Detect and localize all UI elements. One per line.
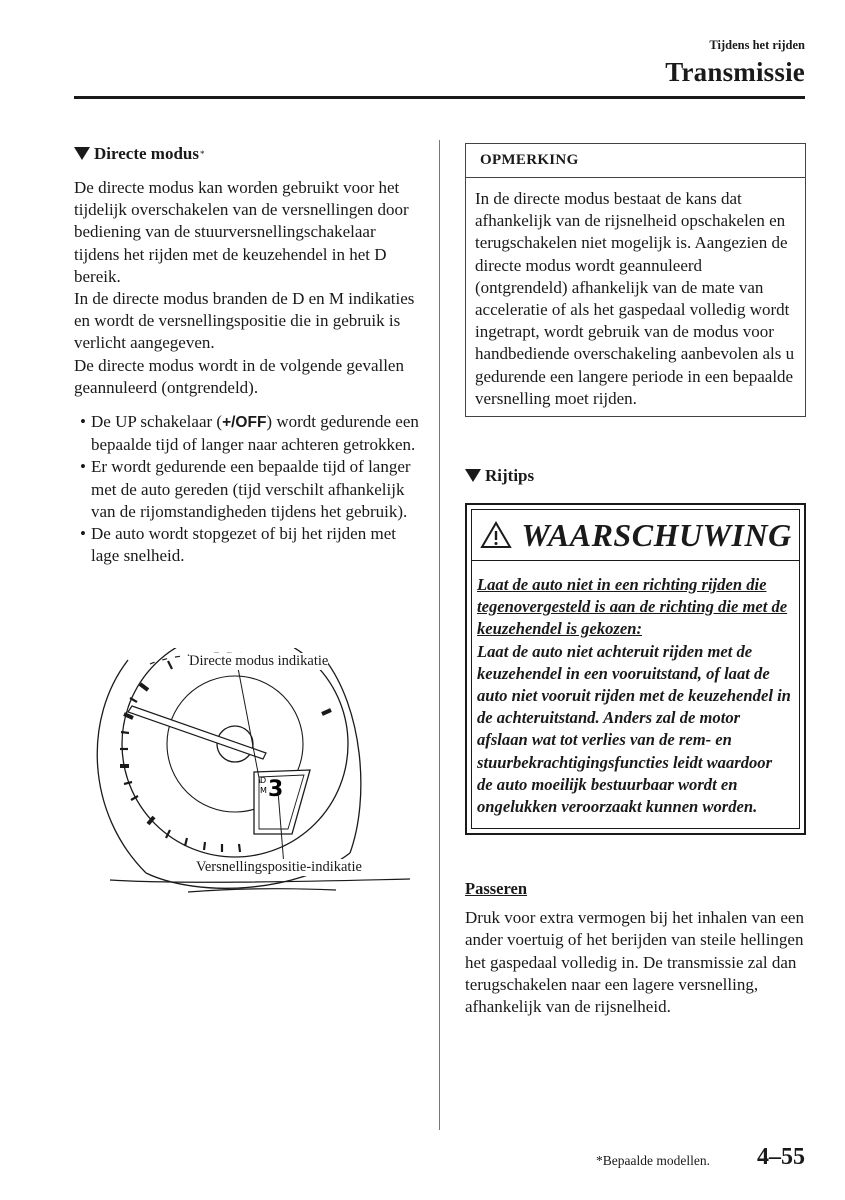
left-column xyxy=(74,143,422,567)
header-rule xyxy=(74,96,805,99)
warning-header xyxy=(472,510,799,561)
paragraph: In de directe modus branden de D en M indikaties en wordt de versnellingspositie die in gebruik is verlicht aangegeven. xyxy=(74,289,415,353)
warning-underlined-text: Laat de auto niet in een richting rijden die tegenovergesteld is aan de richting die met de keuzehendel is gekozen: xyxy=(477,575,788,639)
passeren-body: Druk voor extra vermogen bij het inhalen van een ander voertuig of het berijden van steile hellingen het gaspedaal volledig in. De transmissie zal dan terugschakelen naar een lagere versnelling, afhankelijk van de rijsnelheid. xyxy=(465,908,804,1017)
warning-text: Laat de auto niet achteruit rijden met de keuzehendel in een vooruitstand, of laat de auto niet vooruit rijden met de keuzehendel in de achteruitstand. Anders zal de motor afslaan wat tot verlies van de rem- en stuurbekrachtigingsfuncties leidt waardoor de auto moeilijk bestuurbaar wordt en ongelukken veroorzaakt kunnen worden. xyxy=(477,641,791,817)
triangle-down-icon xyxy=(465,469,481,482)
bullet-list xyxy=(74,411,422,567)
page-number: 4–55 xyxy=(757,1144,805,1170)
heading-text: Directe modus xyxy=(94,144,199,163)
section-header: Tijdens het rijden xyxy=(709,38,805,52)
paragraph: De directe modus wordt in de volgende gevallen geannuleerd (ontgrendeld). xyxy=(74,355,404,397)
warning-box xyxy=(465,503,806,835)
paragraph: De directe modus kan worden gebruikt voor het tijdelijk overschakelen van de versnellingen door bediening van de stuurversnellingschakelaar tijdens het rijden met de keuzehendel in het D bereik. xyxy=(74,178,409,286)
instrument-cluster-illustration xyxy=(88,648,410,898)
page-title: Transmissie xyxy=(665,57,805,87)
gear-number: 3 xyxy=(268,777,284,802)
footnote: *Bepaalde modellen. xyxy=(596,1153,710,1168)
bullet-marker: • xyxy=(80,457,86,477)
up-off-switch-symbol: +/OFF xyxy=(222,414,267,432)
note-body: In de directe modus bestaat de kans dat afhankelijk van de rijsnelheid opschakelen en terugschakelen niet mogelijk is. Aangezien de directe modus wordt geannuleerd (ontgrendeld) afhankelijk van de mate van acceleratie of als het gaspedaal volledig wordt ingetrapt, wordt gebruik van de modus voor handbediende overschakeling aanbevolen als u gedurende een langere periode in een bepaalde versnelling moet rijden. xyxy=(475,189,795,408)
passeren-title: Passeren xyxy=(465,879,528,899)
versnellingspositie-label: Versnellingspositie-indikatie xyxy=(196,859,362,875)
heading-asterisk: * xyxy=(199,149,205,159)
warning-title: WAARSCHUWING xyxy=(521,516,792,553)
right-column xyxy=(465,143,806,1018)
directe-modus-heading xyxy=(74,143,422,165)
warning-triangle-icon xyxy=(479,520,513,550)
warning-body xyxy=(472,561,799,828)
triangle-down-icon xyxy=(74,147,90,160)
m-indicator: M xyxy=(260,786,267,795)
d-indicator: D xyxy=(260,776,267,785)
list-item: • De UP schakelaar (+/OFF) wordt gedurende een bepaalde tijd of langer naar achteren getrokken. xyxy=(80,412,419,455)
directe-modus-indikatie-label: Directe modus indikatie xyxy=(189,653,329,669)
list-item: • De auto wordt stopgezet of bij het rijden met lage snelheid. xyxy=(80,524,396,566)
column-divider xyxy=(439,140,440,1130)
rijtips-heading: Rijtips xyxy=(465,465,806,487)
bullet-marker: • xyxy=(80,412,86,432)
note-box xyxy=(465,143,806,417)
note-title: OPMERKING xyxy=(466,144,805,178)
list-item: • Er wordt gedurende een bepaalde tijd of langer met de auto gereden (tijd verschilt afhankelijk van de rijomstandigheden tijdens het gebruik). xyxy=(80,457,411,521)
bullet-marker: • xyxy=(80,524,86,544)
